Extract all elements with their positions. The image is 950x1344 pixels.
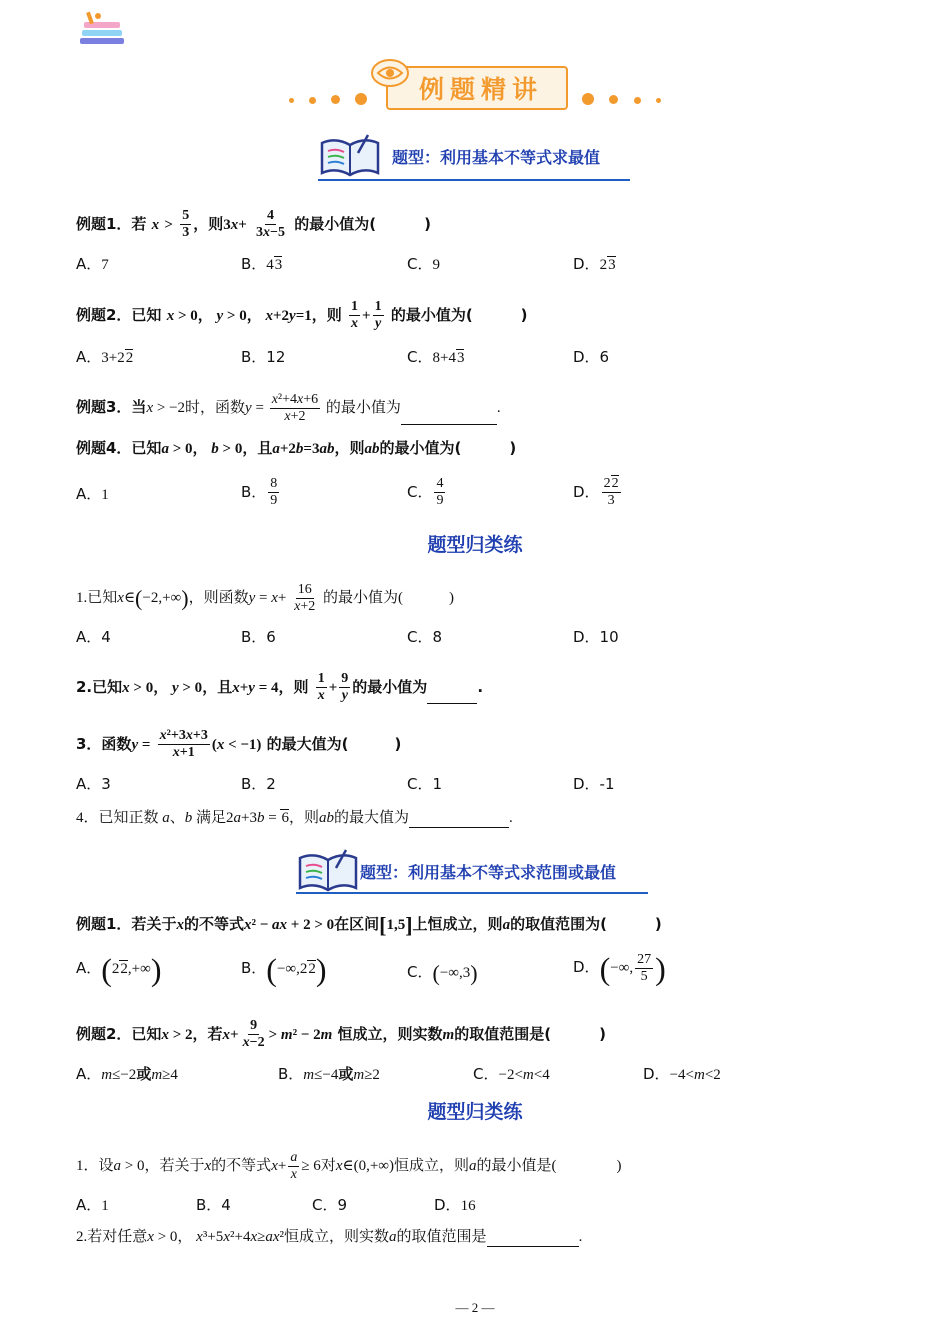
question: 2.已知x > 0， y > 0，且x+y = 4，则 $\frac{1}{x}$ + $\frac{9}{y}$ 的最小值为 . [76, 671, 484, 703]
option-b[interactable]: B．12 [241, 348, 286, 366]
open-book-icon [296, 848, 360, 892]
option-b[interactable]: B．6 [241, 628, 276, 646]
question: 例题1．若 x > $\frac{5}{3}$ ，则3x+ $\frac{4}{3x-5}$ 的最小值为( ) [76, 208, 431, 240]
banner-dot [355, 93, 367, 105]
option-d[interactable]: D．(−∞, $\frac{27}{5}$ ) [573, 950, 666, 987]
option-d[interactable]: D．-1 [573, 775, 615, 793]
option-c[interactable]: C． $\frac{4}{9}$ [407, 476, 444, 508]
eye-icon [370, 58, 410, 88]
option-d[interactable]: D．23 [573, 255, 616, 273]
option-b[interactable]: B．43 [241, 255, 283, 273]
banner-dot [331, 95, 340, 104]
practice-heading: 题型归类练 [427, 534, 523, 556]
option-d[interactable]: D．16 [434, 1196, 476, 1214]
question: 3．函数y = $\frac{\text{x²+3x+3}}{x+1}$ (x < −1) 的最大值为( ) [76, 728, 402, 760]
option-b[interactable]: B．2 [241, 775, 276, 793]
practice-heading: 题型归类练 [427, 1101, 523, 1123]
question: 例题2．已知 x > 0， y > 0， x+2y=1，则 $\frac{1}{x}$ + $\frac{1}{y}$ 的最小值为( ) [76, 299, 528, 331]
option-d[interactable]: D．6 [573, 348, 610, 366]
option-b[interactable]: B．4 [196, 1196, 231, 1214]
option-c[interactable]: C．−2<m<4 [473, 1065, 550, 1083]
books-stack-icon [78, 8, 130, 50]
option-d[interactable]: D． $\frac{22}{3}$ [573, 476, 619, 508]
option-b[interactable]: B．m≤−4或m≥2 [278, 1065, 380, 1083]
banner-dot [289, 98, 294, 103]
answer-blank[interactable] [427, 687, 477, 704]
option-c[interactable]: C．9 [407, 255, 440, 273]
open-book-icon [318, 133, 382, 177]
option-c[interactable]: C．9 [312, 1196, 348, 1214]
page-number: — 2 — [455, 1300, 495, 1315]
question: 1．设a > 0，若关于x的不等式x+ $\frac{a}{x}$ ≥ 6对x∈(0,+∞)恒成立，则a的最小值是( ) [76, 1150, 622, 1182]
option-c[interactable]: C．8+43 [407, 348, 465, 366]
option-a[interactable]: A．(22,+∞) [76, 951, 162, 988]
option-a[interactable]: A．3+22 [76, 348, 134, 366]
answer-blank[interactable] [401, 408, 497, 425]
question: 4．已知正数 a、b 满足2a+3b = 6，则ab的最大值为 . [76, 810, 513, 826]
option-a[interactable]: A．1 [76, 1196, 109, 1214]
question: 例题4．已知a > 0， b > 0，且a+2b=3ab，则ab的最小值为( ) [76, 439, 517, 457]
option-b[interactable]: B． $\frac{8}{9}$ [241, 476, 278, 508]
banner-dot [634, 97, 641, 104]
option-d[interactable]: D．10 [573, 628, 619, 646]
banner-dot [609, 95, 618, 104]
section-heading: 题型：利用基本不等式求最值 [392, 148, 601, 167]
question-suffix: 的最小值为( [294, 215, 377, 233]
answer-blank[interactable] [487, 1230, 579, 1247]
option-a[interactable]: A．m≤−2或m≥4 [76, 1065, 178, 1083]
option-a[interactable]: A．1 [76, 485, 109, 503]
answer-blank[interactable] [409, 811, 509, 828]
question: 例题1．若关于x的不等式x² − ax + 2 > 0在区间[1,5]上恒成立，则a的取值范围为( ) [76, 912, 662, 938]
section-underline [296, 892, 648, 894]
question: 例题3．当x > −2时，函数y = $\frac{\text{x²+4x+6}}{x+2}$ 的最小值为 . [76, 392, 501, 424]
banner-dot [582, 93, 594, 105]
banner-dot [309, 97, 316, 104]
option-a[interactable]: A．3 [76, 775, 111, 793]
banner-dot [656, 98, 661, 103]
option-b[interactable]: B．(−∞,22) [241, 951, 327, 988]
option-d[interactable]: D．−4<m<2 [643, 1065, 721, 1083]
option-a[interactable]: A．4 [76, 628, 111, 646]
option-c[interactable]: C．(−∞,3) [407, 960, 478, 986]
section-underline [318, 179, 630, 181]
section-heading: 题型：利用基本不等式求范围或最值 [360, 863, 617, 882]
banner-title: 例题精讲 [418, 75, 543, 104]
option-c[interactable]: C．8 [407, 628, 443, 646]
question: 2.若对任意x > 0， x³+5x²+4x≥ax²恒成立，则实数a的取值范围是 . [76, 1229, 583, 1245]
question: 例题2．已知x > 2，若x+ $\frac{9}{x-2}$ > m² − 2m 恒成立，则实数m的取值范围是( ) [76, 1018, 606, 1050]
option-c[interactable]: C．1 [407, 775, 443, 793]
question-prefix: 例题1．若 [76, 215, 147, 233]
option-a[interactable]: A．7 [76, 255, 109, 273]
question: 1.已知x∈(−2,+∞)，则函数y = x+ $\frac{16}{x+2}$ 的最小值为( ) [76, 582, 454, 614]
